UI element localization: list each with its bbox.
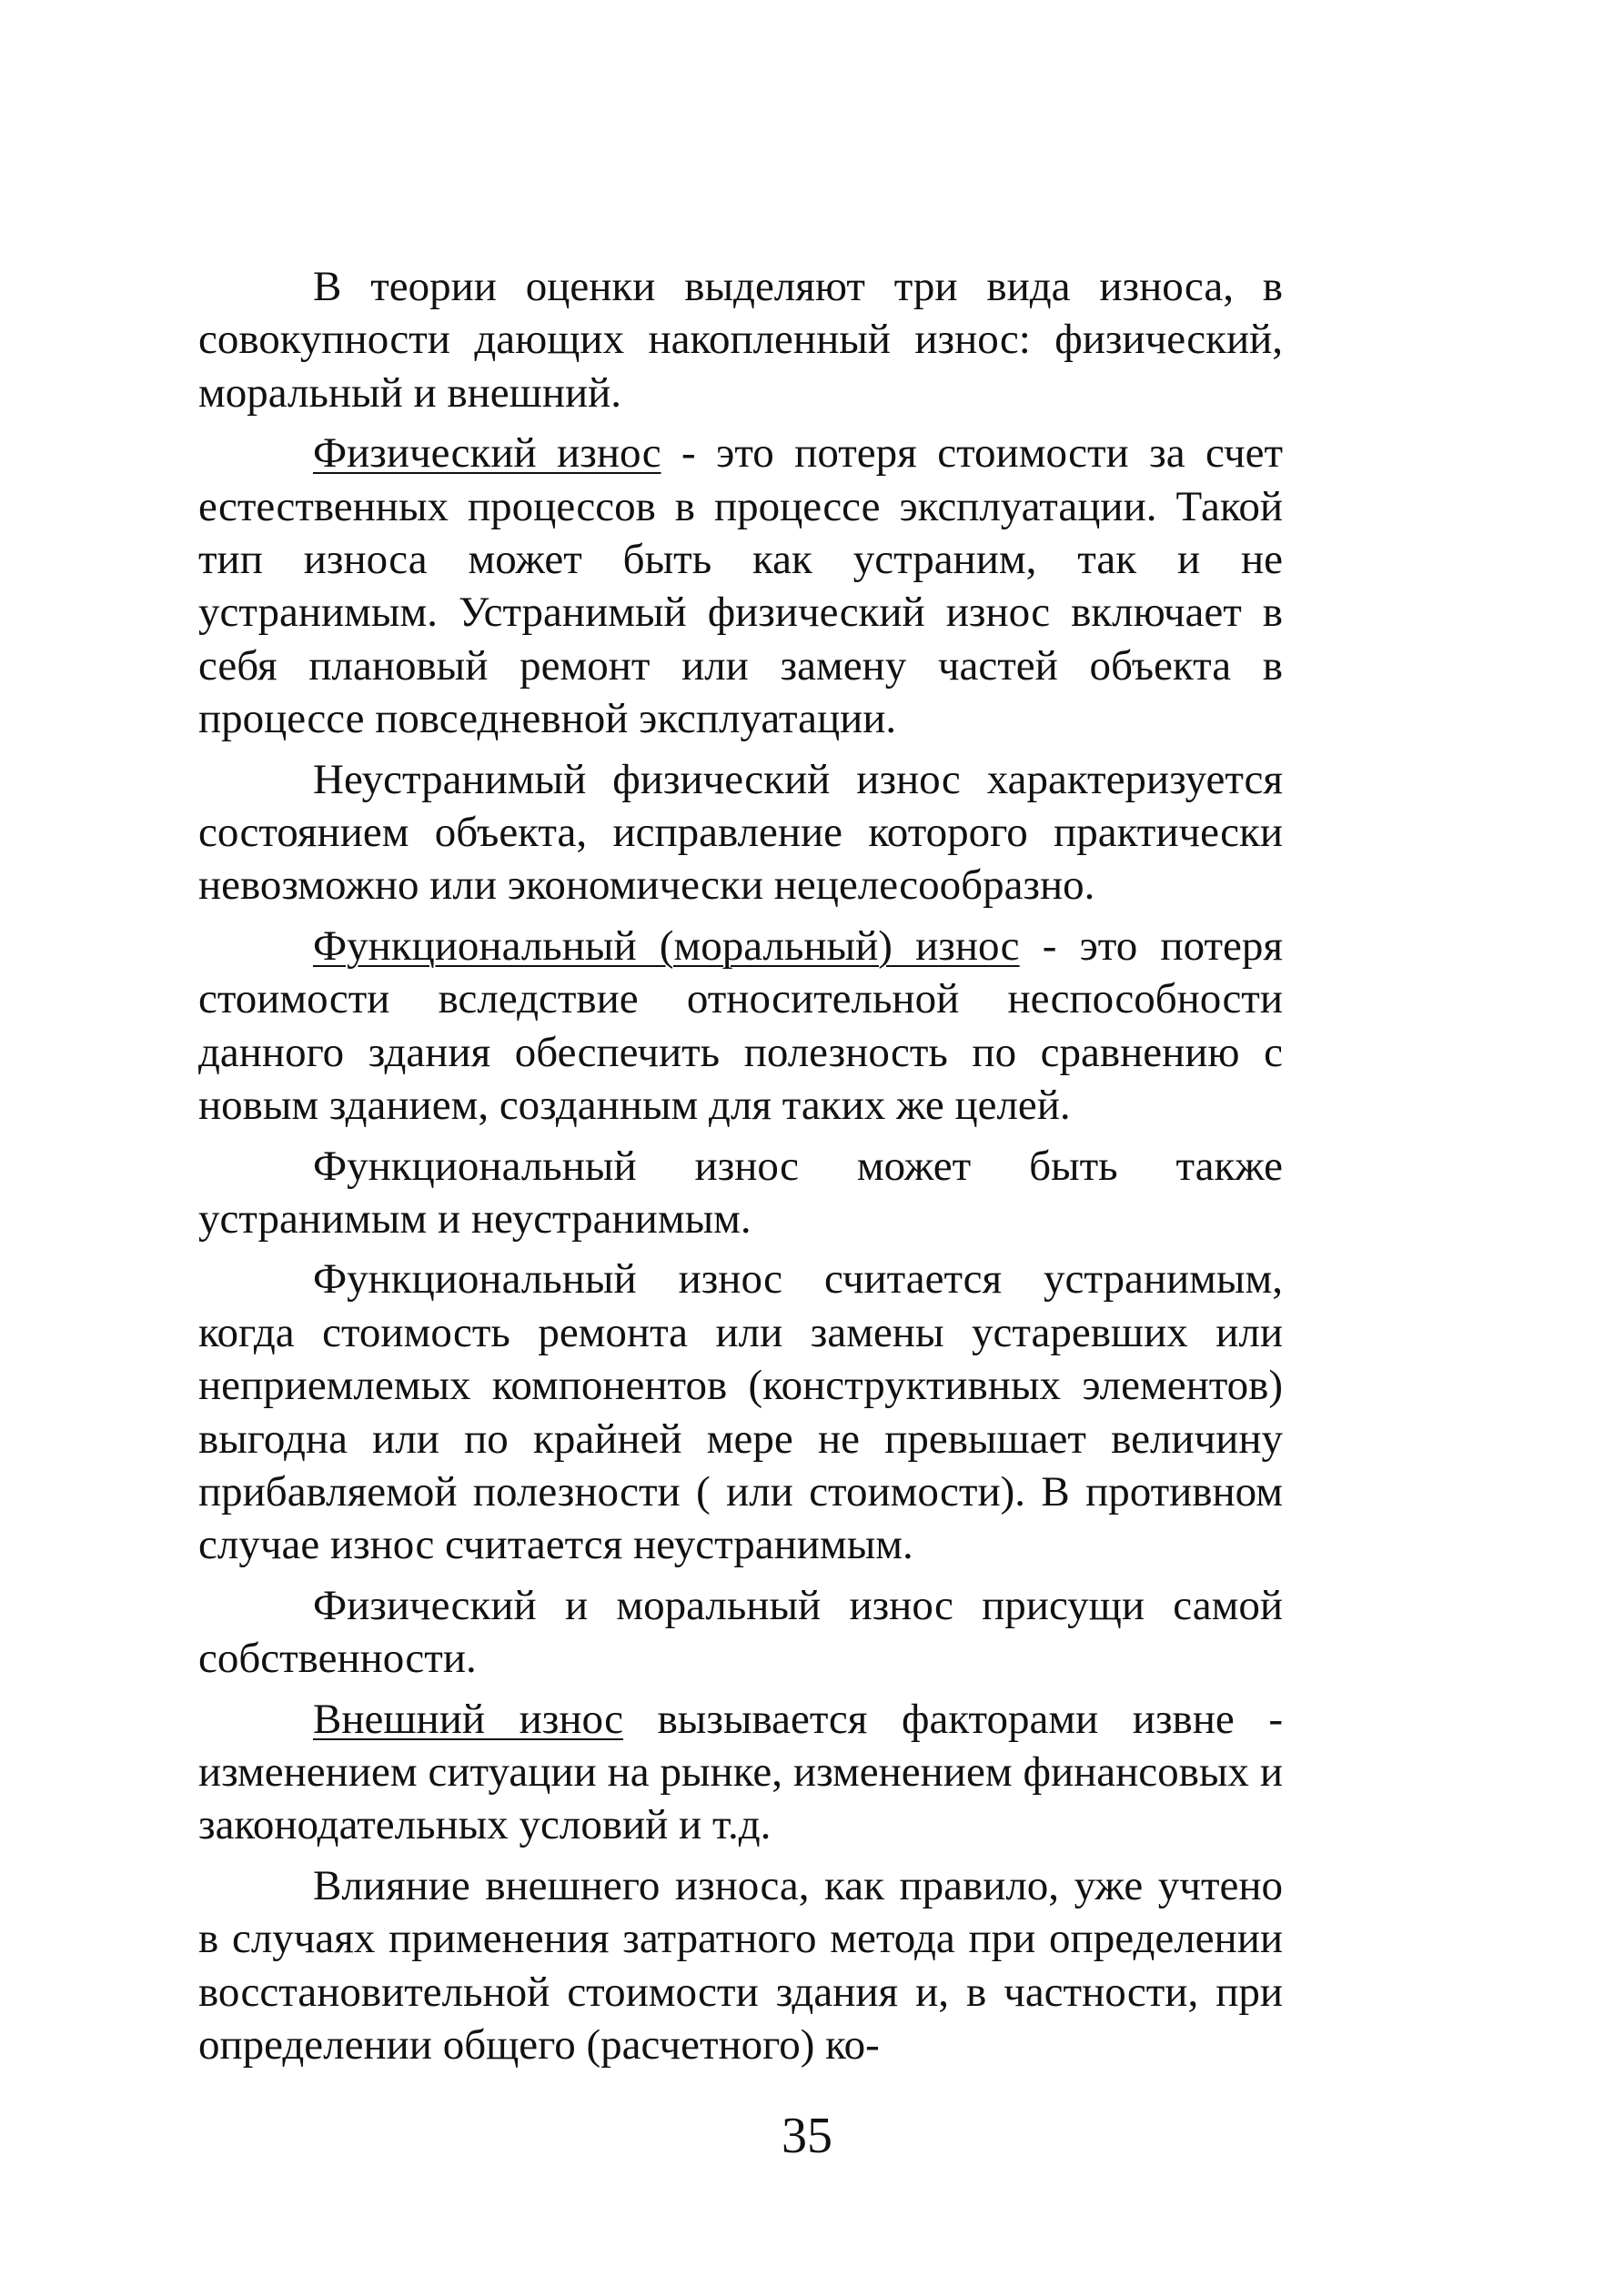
paragraph-text: Физический и моральный износ присущи самой собственности. — [198, 1581, 1283, 1683]
paragraph — [198, 753, 1283, 912]
paragraph — [198, 260, 1283, 419]
paragraph-text: Влияние внешнего износа, как правило, уже учтено в случаях применения затратного метода при определении восстановительной стоимости здания и, в частности, при определении общего (расчетного) ко- — [198, 1861, 1283, 2069]
paragraph — [198, 1579, 1283, 1686]
term-functional-wear: Функциональный (моральный) износ — [313, 921, 1020, 970]
paragraph — [198, 920, 1283, 1133]
paragraph — [198, 1859, 1283, 2072]
paragraph-text: - это потеря стоимости за счет естественных процессов в процессе эксплуатации. Такой тип износа может быть как устраним, так и не устранимым. Устранимый физический износ включает в себя плановый ремонт или замену частей объекта в процессе повседневной эксплуатации. — [198, 429, 1284, 743]
paragraph-text: Функциональный износ считается устранимым, когда стоимость ремонта или замены устаревших или неприемлемых компонентов (конструктивных элементов) выгодна или по крайней мере не превышает величину прибавляемой полезности ( или стоимости). В противном случае износ считается неустранимым. — [198, 1255, 1283, 1569]
paragraph — [198, 427, 1283, 745]
paragraph-text: В теории оценки выделяют три вида износа, в совокупности дающих накопленный износ: физический, моральный и внешний. — [198, 263, 1283, 417]
paragraph — [198, 1253, 1283, 1571]
paragraph — [198, 1140, 1283, 1246]
paragraph-text: Неустранимый физический износ характеризуется состоянием объекта, исправление которого практически невозможно или экономически нецелесообразно. — [198, 755, 1283, 910]
paragraph-text: вызывается факторами извне - изменением ситуации на рынке, изменением финансовых и законодательных условий и т.д. — [198, 1695, 1283, 1849]
paragraph-text: Функциональный износ может быть также устранимым и неустранимым. — [198, 1142, 1283, 1243]
page-body — [198, 260, 1283, 2071]
page-number: 35 — [782, 2108, 832, 2164]
term-external-wear: Внешний износ — [313, 1695, 624, 1743]
paragraph — [198, 1693, 1283, 1852]
paragraph-text: - это потеря стоимости вследствие относительной неспособности данного здания обеспечить полезность по сравнению с новым зданием, созданным для таких же целей. — [198, 921, 1283, 1130]
term-physical-wear: Физический износ — [313, 429, 661, 478]
